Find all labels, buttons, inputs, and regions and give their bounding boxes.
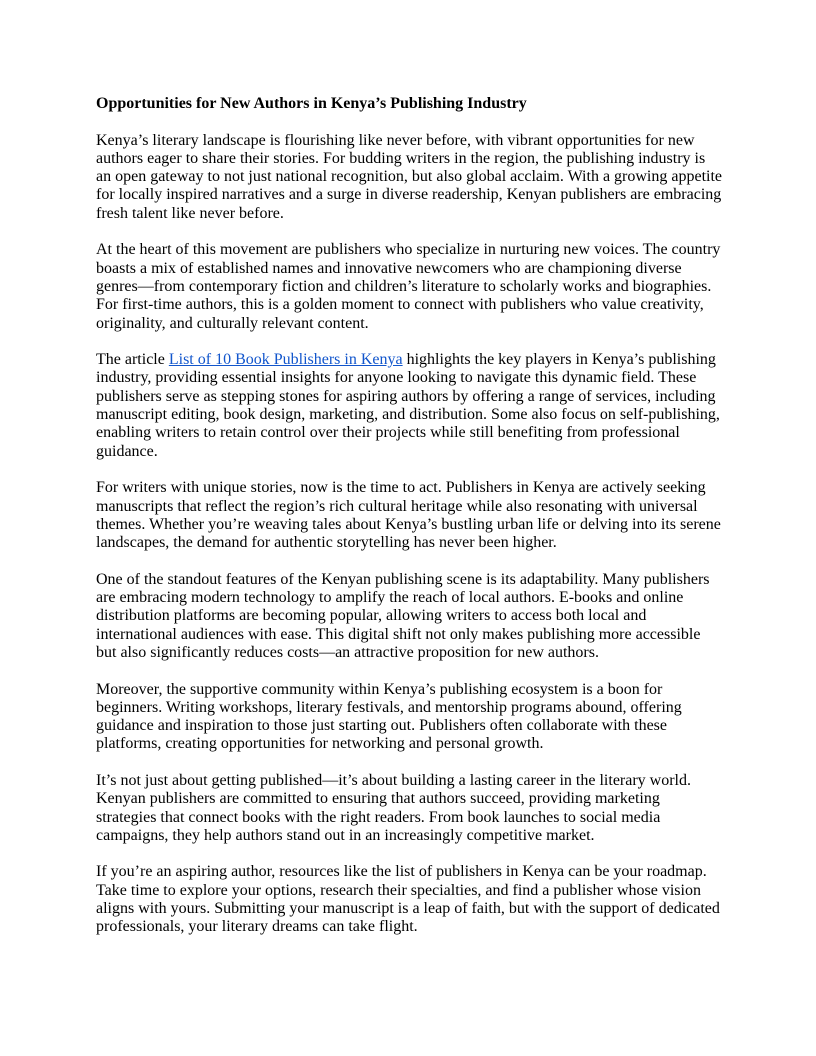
paragraph-time-to-act: For writers with unique stories, now is the time to act. Publishers in Kenya are actively seeking manuscripts that reflect the region’s rich cultural heritage while also resonating with universal themes. Whether you’re weaving tales about Kenya’s bustling urban life or delving into its serene landscapes, the demand for authentic storytelling has never been higher. [96,479,721,552]
paragraph-roadmap: If you’re an aspiring author, resources like the list of publishers in Kenya can be your roadmap. Take time to explore your options, research their specialties, and find a publisher whose vision aligns with yours. Submitting your manuscript is a leap of faith, but with the support of dedicated professionals, your literary dreams can take flight. [96,863,720,936]
paragraph-intro: Kenya’s literary landscape is flourishing like never before, with vibrant opportunities for new authors eager to share their stories. For budding writers in the region, the publishing industry is an open gateway to not just national recognition, but also global acclaim. With a growing appetite for locally inspired narratives and a surge in diverse readership, Kenyan publishers are embracing fresh talent like never before. [96,131,723,222]
publishers-list-link[interactable]: List of 10 Book Publishers in Kenya [168,351,403,369]
paragraph-career: It’s not just about getting published—it’s about building a lasting career in the literary world. Kenyan publishers are committed to ensuring that authors succeed, providing marketing strategies that connect books with the right readers. From book launches to social media campaigns, they help authors stand out in an increasingly competitive market. [96,771,691,844]
link-paragraph-after: highlights the key players in Kenya’s publishing industry, providing essential insights for anyone looking to navigate this dynamic field. These publishers serve as stepping stones for aspiring authors by offering a range of services, including manuscript editing, book design, marketing, and distribution. Some also focus on self-publishing, enabling writers to retain control over their projects while still benefiting from professional guidance. [96,351,720,460]
paragraph-adaptability: One of the standout features of the Kenyan publishing scene is its adaptability. Many publishers are embracing modern technology to amplify the reach of local authors. E-books and online distribution platforms are becoming popular, allowing writers to access both local and international audiences with ease. This digital shift not only makes publishing more accessible but also significantly reduces costs—an attractive proposition for new authors. [96,570,710,661]
paragraph-heart-of-movement: At the heart of this movement are publishers who specialize in nurturing new voices. The country boasts a mix of established names and innovative newcomers who are championing diverse genres—from contemporary fiction and children’s literature to scholarly works and biographies. For first-time authors, this is a golden moment to connect with publishers who value creativity, originality, and culturally relevant content. [96,241,721,332]
document-page [96,95,722,955]
paragraph-article-link [96,351,722,461]
link-paragraph-before: The article [96,351,169,369]
document-title: Opportunities for New Authors in Kenya’s Publishing Industry [96,95,527,112]
paragraph-community: Moreover, the supportive community within Kenya’s publishing ecosystem is a boon for beginners. Writing workshops, literary festivals, and mentorship programs abound, offering guidance and inspiration to those just starting out. Publishers often collaborate with these platforms, creating opportunities for networking and personal growth. [96,680,682,753]
